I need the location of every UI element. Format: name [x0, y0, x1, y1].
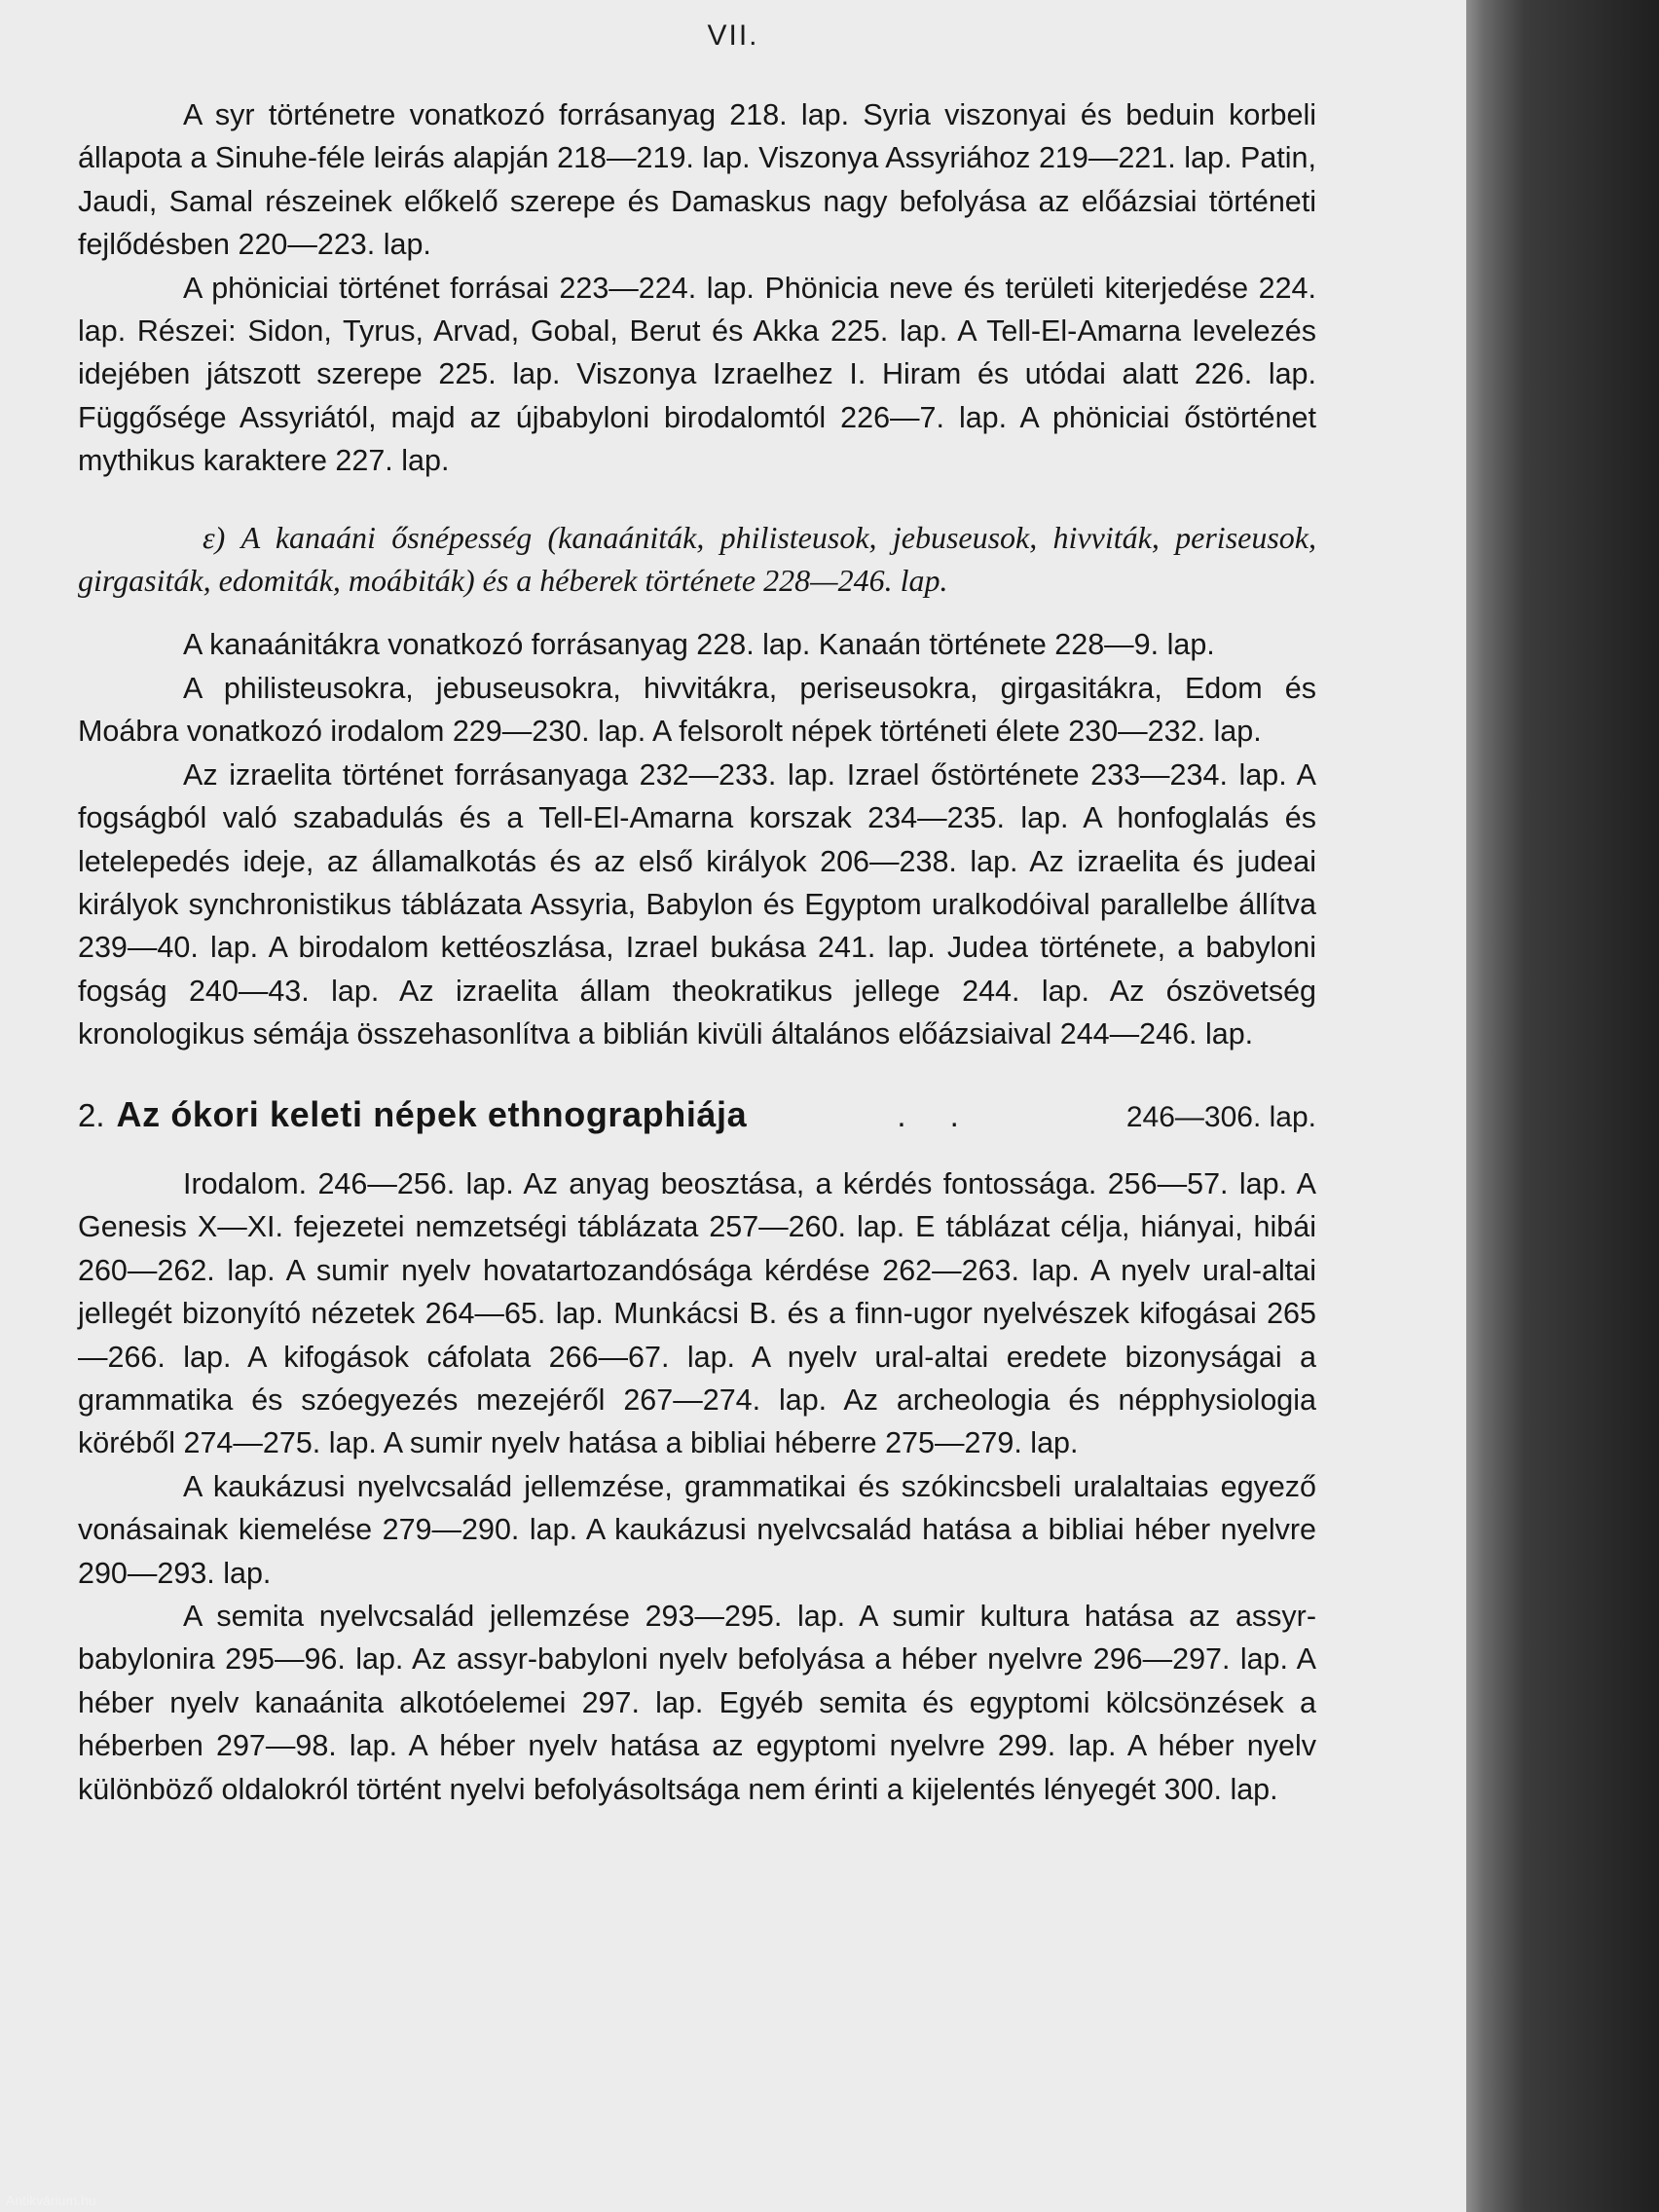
page-content [78, 93, 1316, 1811]
book-spine-shadow [1466, 0, 1659, 2212]
paragraph-phoenicia: A phöniciai történet forrásai 223—224. lap. Phönicia neve és területi kiterjedése 224. lap. Részei: Sidon, Tyrus, Arvad, Gobal, Berut és Akka 225. lap. A Tell-El-Amarna levelezés idejében játszott szerepe 225. lap. Viszonya Izraelhez I. Hiram és utódai alatt 226. lap. Függősége Assyriától, majd az újbabyloni birodalomtól 226—7. lap. A phöniciai őstörténet mythikus karaktere 227. lap. [78, 271, 1316, 478]
paragraph-syria: A syr történetre vonatkozó forrásanyag 218. lap. Syria viszonyai és beduin korbeli állapota a Sinuhe-féle leirás alapján 218—219. lap. Viszonya Assyriához 219—221. lap. Patin, Jaudi, Samal részeinek előkelő szerepe és Damaskus nagy befolyása az előázsiai történeti fejlődésben 220—223. lap. [78, 98, 1316, 262]
watermark: Antikvárium.hu [6, 2193, 96, 2208]
paragraph-kanaanites: A kanaánitákra vonatkozó forrásanyag 228. lap. Kanaán története 228—9. lap. [183, 628, 1215, 662]
leader-dots: . . [897, 1096, 977, 1133]
section-heading-kanaan: ε) A kanaáni ősnépesség (kanaániták, philisteusok, jebuseusok, hivviták, periseusok, girgasiták, edomiták, moábiták) és a héberek története 228—246. lap. [78, 519, 1316, 599]
page-number: VII. [707, 19, 759, 52]
chapter-heading [78, 1093, 1316, 1139]
chapter-page-range: 246—306. lap. [1125, 1100, 1316, 1133]
paragraph-caucasian: A kaukázusi nyelvcsalád jellemzése, grammatikai és szókincsbeli uralaltaias egyező vonásainak kiemelése 279—290. lap. A kaukázusi nyelvcsalád hatása a bibliai héber nyelvre 290—293. lap. [78, 1469, 1316, 1590]
paragraph-philistines: A philisteusokra, jebuseusokra, hivvitákra, periseusokra, girgasitákra, Edom és Moábra vonatkozó irodalom 229—230. lap. A felsorolt népek történeti élete 230—232. lap. [78, 671, 1316, 749]
chapter-title: Az ókori keleti népek ethnographiája [116, 1093, 748, 1134]
chapter-number: 2. [78, 1096, 105, 1133]
paragraph-literature: Irodalom. 246—256. lap. Az anyag beosztása, a kérdés fontossága. 256—57. lap. A Genesis X—XI. fejezetei nemzetségi táblázata 257—260. lap. E táblázat célja, hiányai, hibái 260—262. lap. A sumir nyelv hovatartozandósága kérdése 262—263. lap. A nyelv ural-altai jellegét bizonyító nézetek 264—65. lap. Munkácsi B. és a finn-ugor nyelvészek kifogásai 265—266. lap. A kifogások cáfolata 266—67. lap. A nyelv ural-altai eredete bizonyságai a grammatika és szóegyezés mezejéről 267—274. lap. Az archeologia és népphysiologia köréből 274—275. lap. A sumir nyelv hatása a bibliai héberre 275—279. lap. [78, 1166, 1316, 1460]
paragraph-israelite-history: Az izraelita történet forrásanyaga 232—233. lap. Izrael őstörténete 233—234. lap. A fogságból való szabadulás és a Tell-El-Amarna korszak 234—235. lap. A honfoglalás és letelepedés ideje, az államalkotás és az első királyok 206—238. lap. Az izraelita és judeai királyok synchronistikus táblázata Assyria, Babylon és Egyptom uralkodóival parallelbe állítva 239—40. lap. A birodalom kettéoszlása, Izrael bukása 241. lap. Judea története, a babyloni fogság 240—43. lap. Az izraelita állam theokratikus jellege 244. lap. Az ószövetség kronologikus sémája összehasonlítva a biblián kivüli általános előázsiaival 244—246. lap. [78, 757, 1316, 1051]
paragraph-semitic: A semita nyelvcsalád jellemzése 293—295. lap. A sumir kultura hatása az assyr-babylonira 295—96. lap. Az assyr-babyloni nyelv befolyása a héber nyelvre 296—297. lap. A héber nyelv kanaánita alkotóelemei 297. lap. Egyéb semita és egyptomi kölcsönzések a héberben 297—98. lap. A héber nyelv hatása az egyptomi nyelvre 299. lap. A héber nyelv különböző oldalokról történt nyelvi befolyásoltsága nem érinti a kijelentés lényegét 300. lap. [78, 1600, 1316, 1806]
